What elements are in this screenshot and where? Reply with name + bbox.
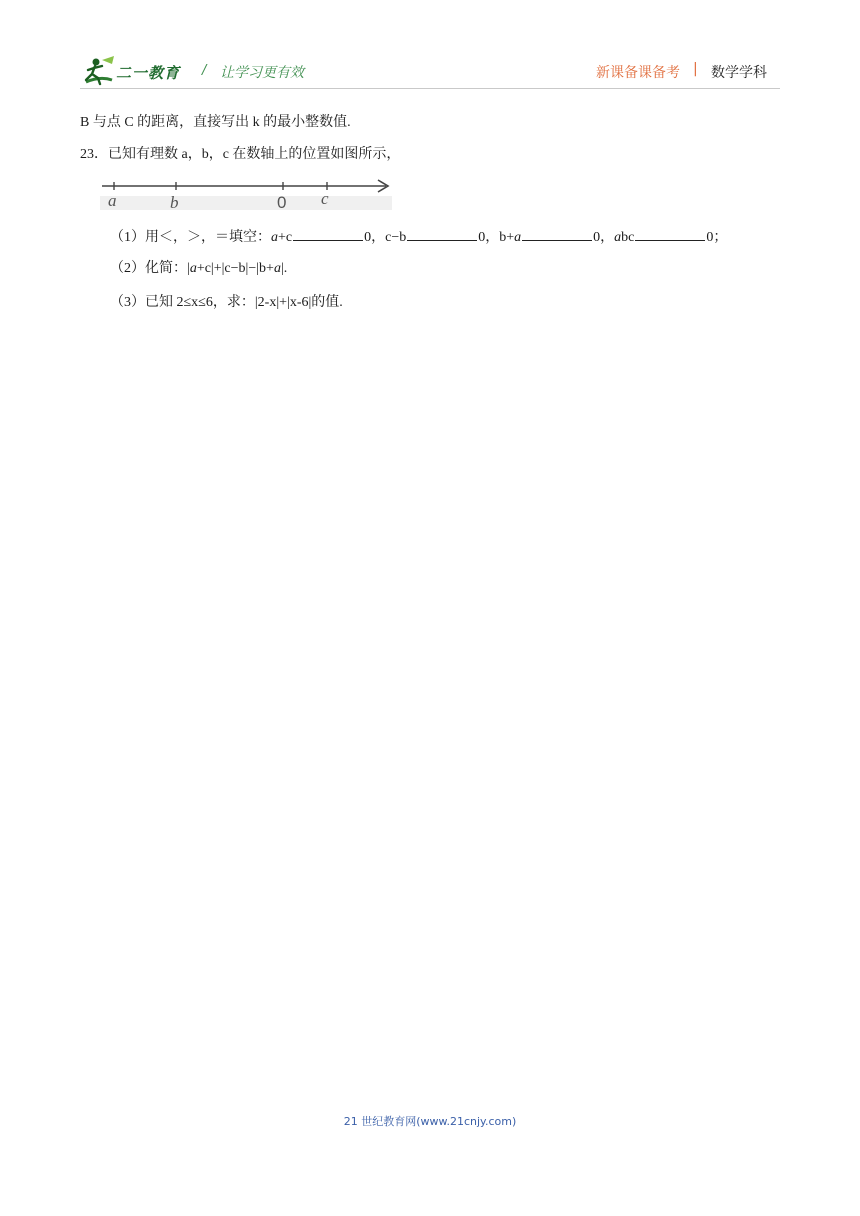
expr-1-var: a (271, 230, 278, 245)
answer-blank-3[interactable] (522, 227, 592, 241)
question-text: 已知有理数 a，b，c 在数轴上的位置如图所示， (108, 147, 401, 162)
zero-3: 0， (593, 230, 615, 245)
answer-blank-4[interactable] (635, 227, 705, 241)
part-2-prefix: （2）化简：| (110, 261, 190, 276)
label-a: a (108, 191, 117, 210)
zero-4: 0； (706, 230, 728, 245)
page-footer: 21 世纪教育网(www.21cnjy.com) (343, 1115, 517, 1128)
logo-text: 二一教育 (116, 64, 181, 82)
expr-1-rest: +c (278, 230, 293, 245)
expr-4-rest: bc (621, 230, 635, 245)
header-course-label: 新课备课备考 (596, 65, 680, 81)
part-2-var-a1: a (189, 261, 197, 276)
zero-1: 0， (364, 230, 386, 245)
answer-blank-1[interactable] (293, 227, 363, 241)
question-23-part-1 (110, 227, 727, 247)
part-1-prefix: （1）用＜，＞，＝填空： (110, 230, 271, 245)
part-2-var-a2: a (273, 261, 281, 276)
answer-blank-2[interactable] (407, 227, 477, 241)
label-c: c (321, 189, 329, 208)
page-header (80, 52, 780, 90)
question-23-part-3: （3）已知 2≤x≤6，求：|2-x|+|x-6|的值. (110, 295, 343, 310)
expr-3-var: a (514, 230, 522, 245)
header-divider (80, 88, 780, 89)
prev-question-tail: B 与点 C 的距离，直接写出 k 的最小整数值. (80, 115, 351, 130)
expr-2: c−b (385, 230, 407, 245)
part-2-mid: +c|+|c−b|−|b+ (196, 261, 274, 276)
number-line-figure (100, 176, 392, 212)
zero-2: 0， (478, 230, 500, 245)
header-subject: 数学学科 (711, 65, 767, 81)
expr-4-var: a (614, 230, 622, 245)
expr-3-rest: b+ (499, 230, 515, 245)
question-23-part-2 (110, 260, 287, 278)
label-b: b (170, 193, 179, 212)
part-2-suffix: |. (280, 261, 288, 276)
label-0: 0 (277, 193, 287, 212)
question-23-stem (80, 146, 400, 164)
header-separator: | (693, 61, 698, 77)
slogan-separator: / (202, 63, 207, 78)
question-number: 23． (80, 147, 108, 162)
slogan: 让学习更有效 (220, 65, 304, 81)
